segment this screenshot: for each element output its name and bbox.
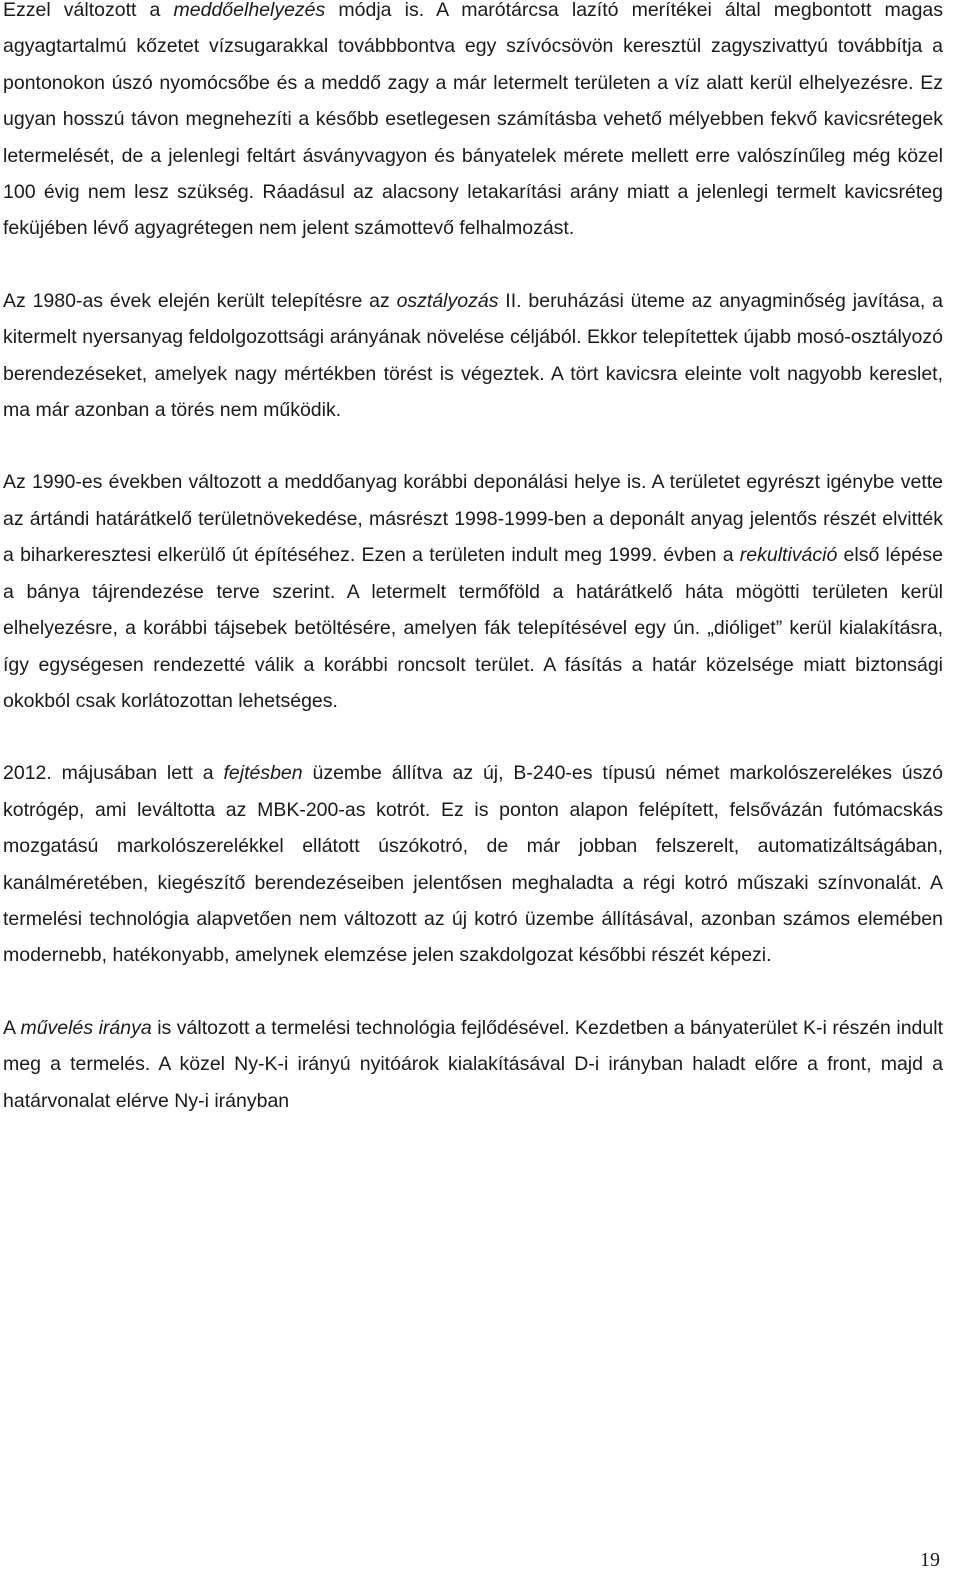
- text-segment: Az 1980-as évek elején került telepítésre az: [3, 289, 397, 312]
- paragraph-spacer: [3, 974, 943, 1010]
- text-segment: módja is. A marótárcsa lazító merítékei által megbontott magas agyagtartalmú kőzetet vízsugarakkal továbbbontva egy szívócsövön keresztül zagyszivattyú továbbítja a pontonokon úszó nyomócsőbe és a meddő zagy a már letermelt területen a víz alatt kerül elhelyezésre. Ez ugyan hosszú távon megnehezíti a később esetlegesen számításba vehető mélyebben fekvő kavicsrétegek letermelését, de a jelenlegi feltárt ásványvagyon és bányatelek mérete mellett erre valószínűleg még közel 100 évig nem lesz szükség. Ráadásul az alacsony letakarítási arány miatt a jelenlegi termelt kavicsréteg feküjében lévő agyagrétegen nem jelent számottevő felhalmozást.: [3, 0, 944, 240]
- text-segment: A: [3, 1016, 21, 1039]
- text-segment: Az 1990-es években változott a meddőanyag korábbi deponálási helye is. A területet egyrészt igénybe vette az ártándi határátkelő területnövekedése, másrészt 1998-1999-ben a deponált anyag jelentős részét elvitték a biharkeresztesi elkerülő út építéséhez. Ezen a területen indult meg 1999. évben a: [3, 471, 943, 567]
- paragraph-spacer: [3, 428, 943, 464]
- italic-term: művelés iránya: [20, 1016, 152, 1039]
- text-segment: Ezzel változott a: [3, 0, 174, 21]
- page-number: 19: [920, 1549, 940, 1571]
- document-body: [3, 0, 943, 1119]
- text-segment: üzembe állítva az új, B-240-es típusú német markolószerelékes úszó kotrógép, ami leváltotta az MBK-200-as kotrót. Ez is ponton alapon felépített, felsővázán futómacskás mozgatású markolószerelékkel ellátott úszókotró, de már jobban felszerelt, automatizáltságában, kanálméretében, kiegészítő berendezéseiben jelentősen meghaladta a régi kotró műszaki színvonalát. A termelési technológia alapvetően nem változott az új kotró üzembe állításával, azonban számos elemében modernebb, hatékonyabb, amelynek elemzése jelen szakdolgozat későbbi részét képezi.: [3, 762, 943, 967]
- paragraph-rekultivacio: [3, 464, 943, 719]
- paragraph-muveles-iranya: [3, 1010, 943, 1119]
- text-segment: 2012. májusában lett a: [3, 762, 224, 785]
- paragraph-spacer: [3, 247, 943, 283]
- italic-term: rekultiváció: [739, 544, 838, 567]
- italic-term: meddőelhelyezés: [173, 0, 326, 21]
- italic-term: fejtésben: [223, 762, 303, 785]
- paragraph-osztalyozas: [3, 283, 943, 429]
- paragraph-meddo-elhelyezes: [3, 0, 943, 247]
- italic-term: osztályozás: [396, 289, 499, 312]
- paragraph-spacer: [3, 719, 943, 755]
- text-segment: II. beruházási üteme az anyagminőség javítása, a kitermelt nyersanyag feldolgozottsági arányának növelése céljából. Ekkor telepítettek újabb mosó-osztályozó berendezéseket, amelyek nagy mértékben törést is végeztek. A tört kavicsra eleinte volt nagyobb kereslet, ma már azonban a törés nem működik.: [3, 289, 943, 422]
- paragraph-fejtes: [3, 755, 943, 973]
- text-segment: is változott a termelési technológia fejlődésével. Kezdetben a bányaterület K-i részén indult meg a termelés. A közel Ny-K-i irányú nyitóárok kialakításával D-i irányban haladt előre a front, majd a határvonalat elérve Ny-i irányban: [3, 1016, 943, 1112]
- text-segment: első lépése a bánya tájrendezése terve szerint. A letermelt termőföld a határátkelő háta mögötti területen kerül elhelyezésre, a korábbi tájsebek betöltésére, amelyen fák telepítésével egy ún. „dióliget” kerül kialakításra, így egységesen rendezetté válik a korábbi roncsolt terület. A fásítás a határ közelsége miatt biztonsági okokból csak korlátozottan lehetséges.: [3, 544, 943, 712]
